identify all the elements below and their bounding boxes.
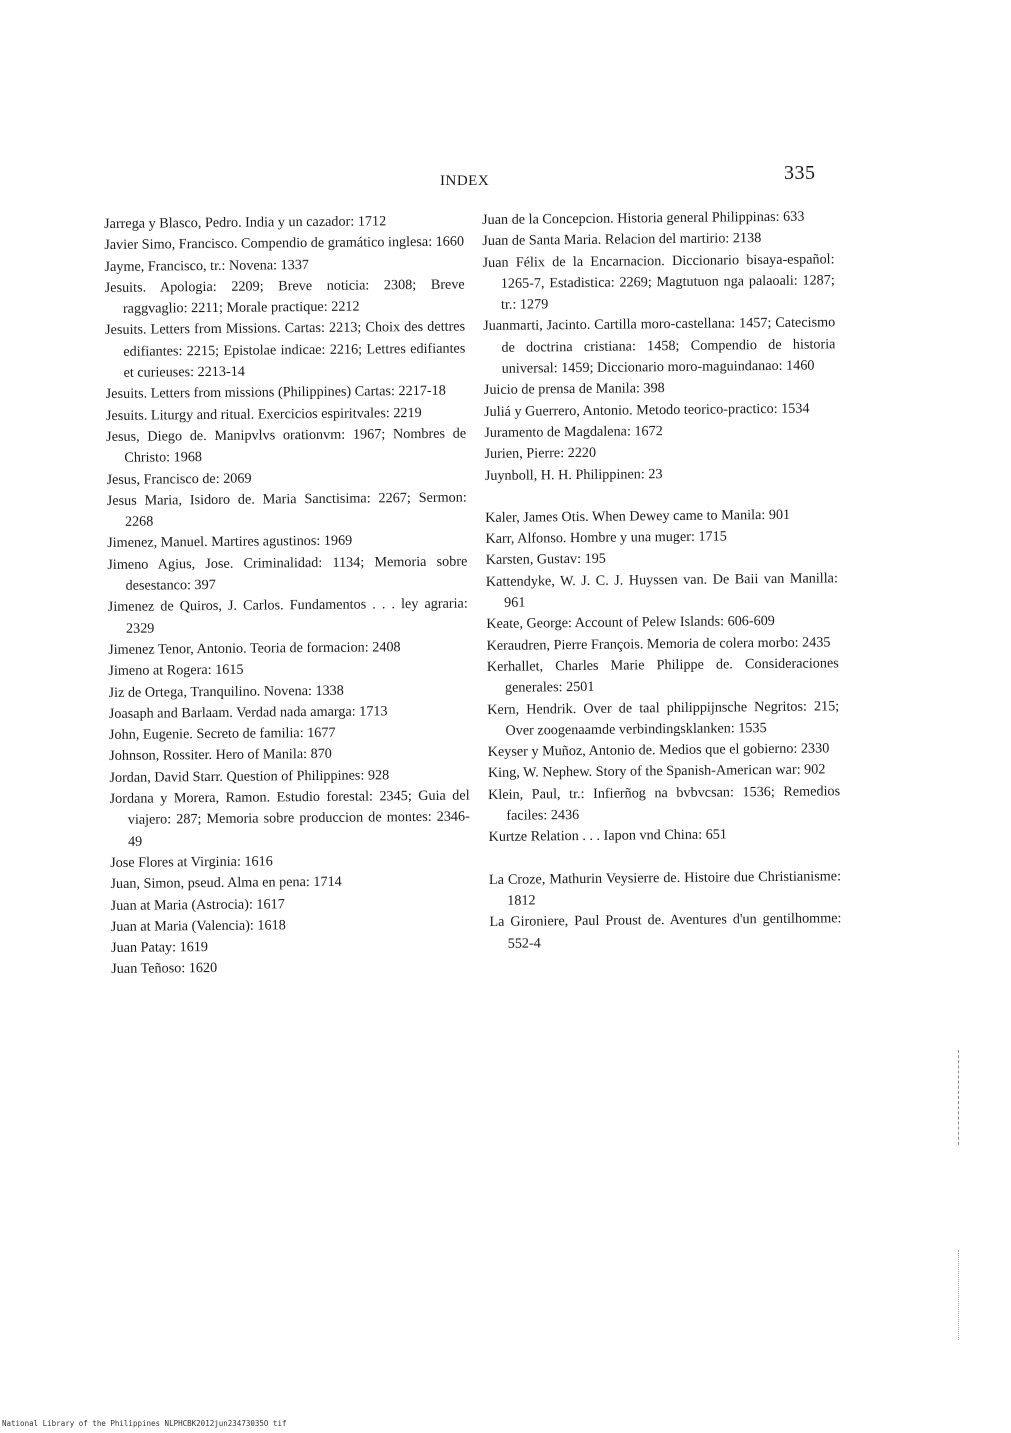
index-entry: La Gironiere, Paul Proust de. Aventures d'un gentilhomme: 552-4 xyxy=(489,910,842,952)
index-entry: Kern, Hendrik. Over de taal philippijnsche Negritos: 215; Over zoogenaamde verbindingsklanken: 1535 xyxy=(487,697,840,739)
index-entry: Juan de Santa Maria. Relacion del martirio: 2138 xyxy=(482,230,762,250)
index-entry: Kaler, James Otis. When Dewey came to Manila: 901 xyxy=(485,506,791,526)
scan-edge-mark xyxy=(958,1050,960,1145)
index-entry: Jurien, Pierre: 2220 xyxy=(484,445,597,463)
index-entry: Juan, Simon, pseud. Alma en pena: 1714 xyxy=(110,873,342,893)
index-entry: Juan Félix de la Encarnacion. Diccionario bisaya-español: 1265-7, Estadistica: 2269; Magtutuon nga palaoali: 1287; tr.: 1279 xyxy=(482,250,835,313)
index-entry: Jimenez de Quiros, J. Carlos. Fundamentos . . . ley agraria: 2329 xyxy=(107,595,468,637)
index-entry: Jesuits. Apologia: 2209; Breve noticia: 2308; Breve raggvaglio: 2211; Morale practique: 2212 xyxy=(104,276,465,318)
index-entry: Jimeno Agius, Jose. Criminalidad: 1134; Memoria sobre desestanco: 397 xyxy=(107,553,468,594)
index-entry: Jimenez, Manuel. Martires agustinos: 1969 xyxy=(107,533,353,552)
index-entry: Kurtze Relation . . . Iapon vnd China: 651 xyxy=(488,826,728,846)
index-entry: Juan Teñoso: 1620 xyxy=(111,960,218,978)
index-entry: Jarrega y Blasco, Pedro. India y un cazador: 1712 xyxy=(104,213,387,232)
index-entry: Jesuits. Letters from Missions. Cartas: 2213; Choix des dettres edifiantes: 2215; Epistolae indicae: 2216; Lettres edifiantes et curieuses: 2213-14 xyxy=(105,319,466,381)
index-entry: Jose Flores at Virginia: 1616 xyxy=(110,853,273,871)
index-entry: La Croze, Mathurin Veysierre de. Histoire due Christianisme: 1812 xyxy=(488,867,842,909)
index-entry: Kerhallet, Charles Marie Philippe de. Consideraciones generales: 2501 xyxy=(486,655,839,697)
index-entry: Jordan, David Starr. Question of Philippines: 928 xyxy=(109,767,390,786)
right-column xyxy=(482,206,842,954)
index-entry: Kattendyke, W. J. C. J. Huyssen van. De Baii van Manilla: 961 xyxy=(485,570,838,611)
index-entry: Jordana y Morera, Ramon. Estudio forestal: 2345; Guia del viajero: 287; Memoria sobre produccion de montes: 2346-49 xyxy=(109,787,470,850)
index-entry: Jiz de Ortega, Tranquilino. Novena: 1338 xyxy=(108,682,344,701)
index-entry: Karr, Alfonso. Hombre y una muger: 1715 xyxy=(485,528,727,548)
page-header-title: INDEX xyxy=(440,173,490,189)
index-entry: Joasaph and Barlaam. Verdad nada amarga: 1713 xyxy=(108,703,388,722)
index-entry: Juan Patay: 1619 xyxy=(110,939,209,957)
scan-footer: National Library of the Philippines NLPHCBK2012jun23473035O tif xyxy=(2,1419,287,1428)
index-entry: Klein, Paul, tr.: Infierñog na bvbvcsan: 1536; Remedios faciles: 2436 xyxy=(488,783,841,824)
index-entry: Juramento de Magdalena: 1672 xyxy=(484,423,663,441)
scan-edge-mark xyxy=(958,1250,960,1340)
page-number: 335 xyxy=(784,162,816,184)
index-entry: Jesuits. Letters from missions (Philippines) Cartas: 2217-18 xyxy=(105,383,446,403)
index-entry: Jimenez Tenor, Antonio. Teoria de formacion: 2408 xyxy=(108,639,401,658)
index-entry: Javier Simo, Francisco. Compendio de gramático inglesa: 1660 xyxy=(104,233,465,254)
index-entry: Juicio de prensa de Manila: 398 xyxy=(483,380,665,399)
index-entry: Juanmarti, Jacinto. Cartilla moro-castellana: 1457; Catecismo de doctrina cristiana: 1458; Compendio de historia universal: 1459; Diccionario moro-maguindanao: 1460 xyxy=(483,314,836,377)
index-entry: Jesus Maria, Isidoro de. Maria Sanctisima: 2267; Sermon: 2268 xyxy=(106,489,467,530)
index-entry: Jimeno at Rogera: 1615 xyxy=(108,661,244,680)
index-entry: Jesus, Diego de. Manipvlvs orationvm: 1967; Nombres de Christo: 1968 xyxy=(106,425,467,467)
index-entry: Juliá y Guerrero, Antonio. Metodo teorico-practico: 1534 xyxy=(484,400,810,420)
index-entry: Jayme, Francisco, tr.: Novena: 1337 xyxy=(104,256,310,275)
index-entry: Juan at Maria (Valencia): 1618 xyxy=(110,917,286,935)
index-entry: Karsten, Gustav: 195 xyxy=(485,551,606,569)
index-entry: Juynboll, H. H. Philippinen: 23 xyxy=(484,465,663,484)
index-entry: Keraudren, Pierre François. Memoria de colera morbo: 2435 xyxy=(486,634,831,654)
index-entry: Johnson, Rossiter. Hero of Manila: 870 xyxy=(109,746,332,765)
index-entry: John, Eugenie. Secreto de familia: 1677 xyxy=(108,724,336,744)
index-entry: King, W. Nephew. Story of the Spanish-American war: 902 xyxy=(487,761,826,782)
left-column xyxy=(104,211,471,981)
index-entry: Jesus, Francisco de: 2069 xyxy=(106,470,252,488)
index-entry: Juan at Maria (Astrocia): 1617 xyxy=(110,895,285,914)
index-entry: Jesuits. Liturgy and ritual. Exercicios espiritvales: 2219 xyxy=(105,404,422,424)
index-entry: Juan de la Concepcion. Historia general Philippinas: 633 xyxy=(482,208,805,228)
index-entry: Keyser y Muñoz, Antonio de. Medios que el gobierno: 2330 xyxy=(487,740,830,761)
index-entry: Keate, George: Account of Pelew Islands: 606-609 xyxy=(486,613,775,633)
